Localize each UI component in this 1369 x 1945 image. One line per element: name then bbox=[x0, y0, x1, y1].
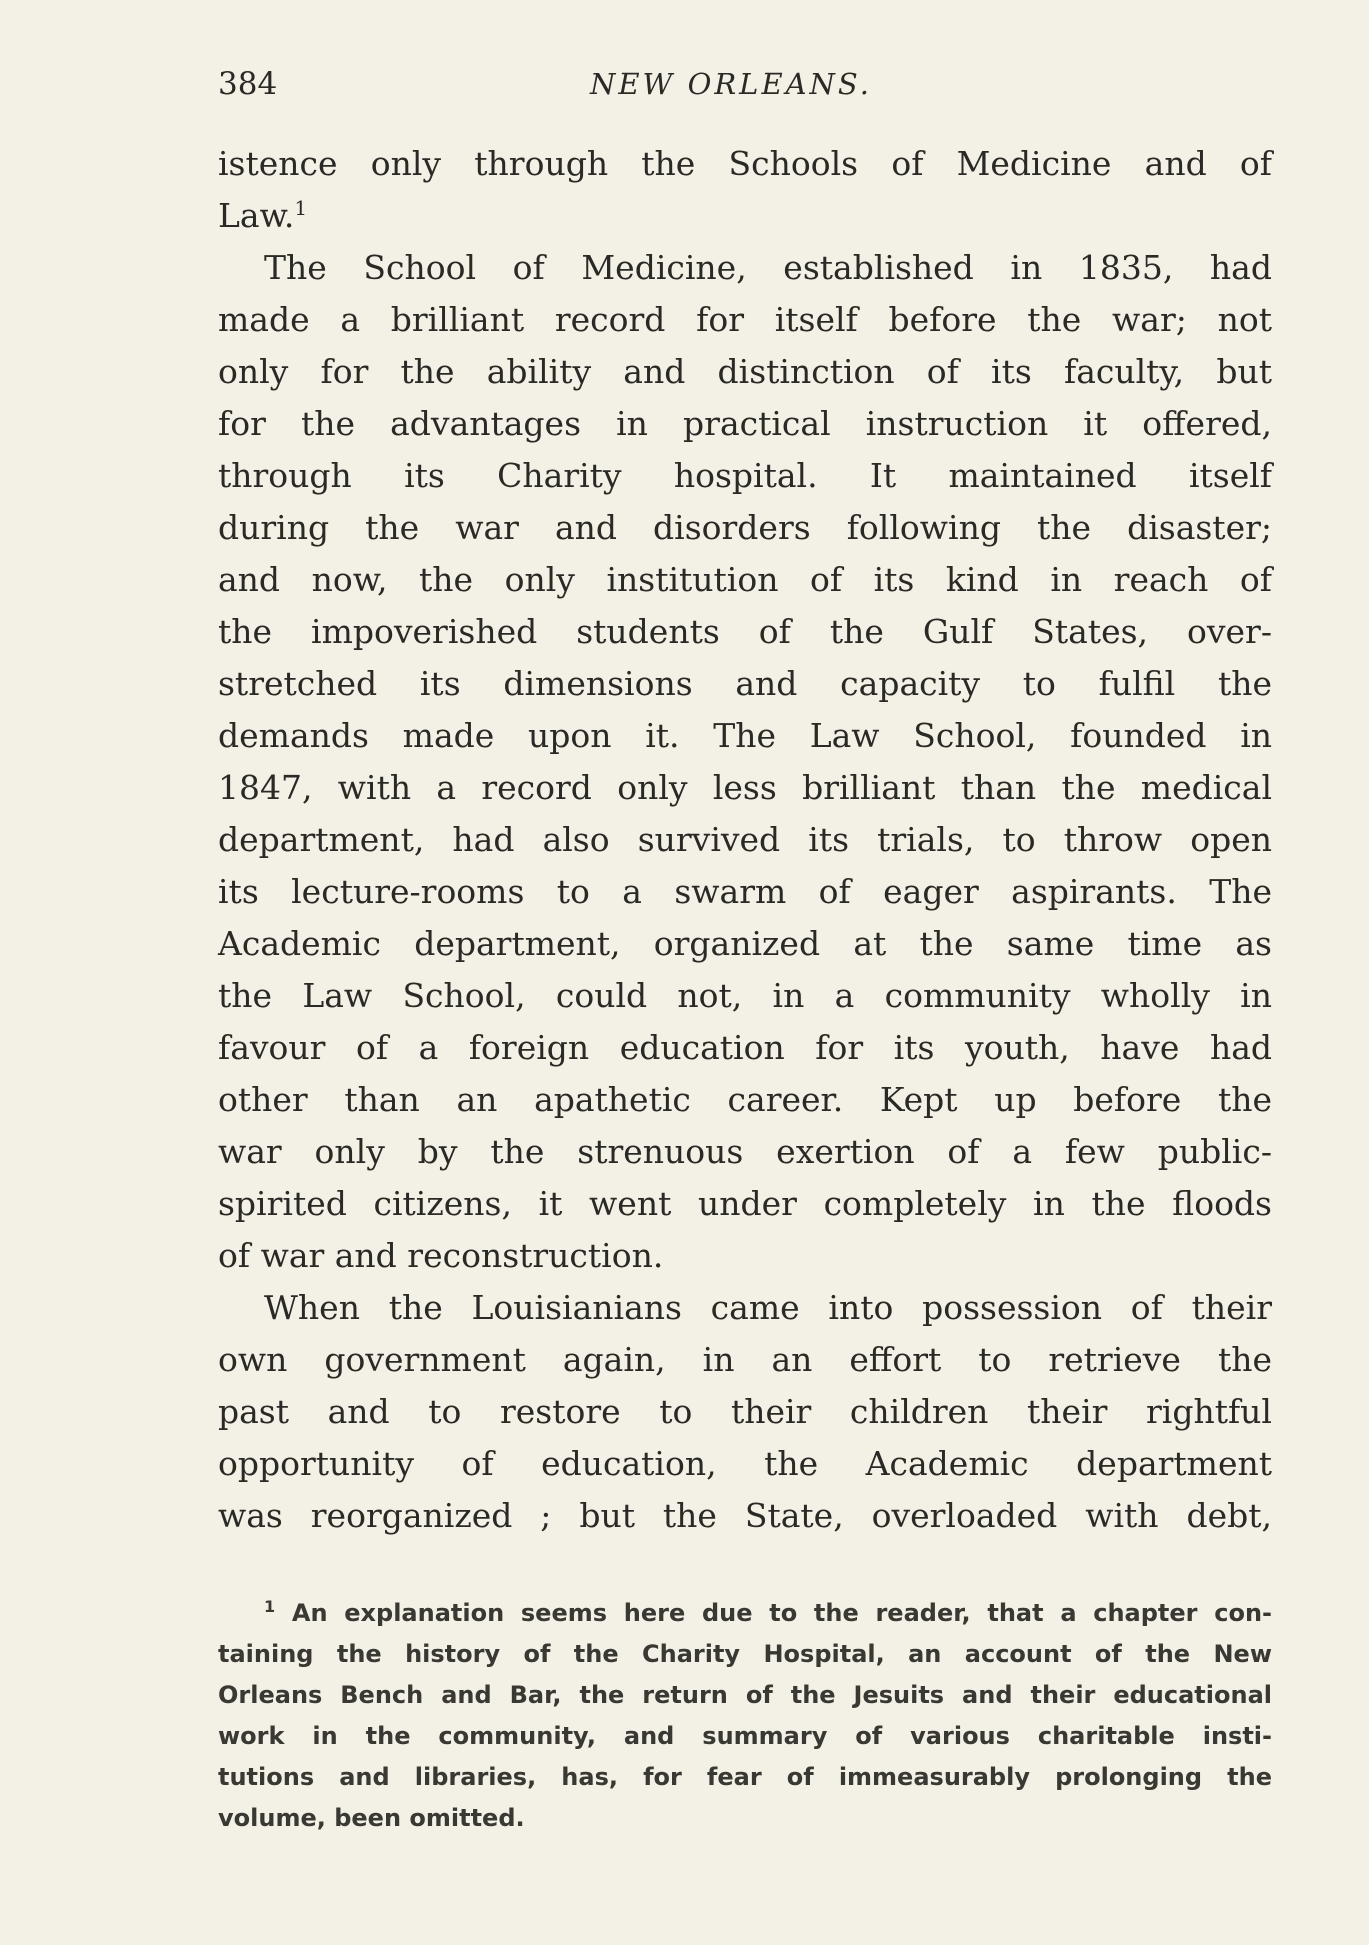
footnote-line: taining the history of the Charity Hospital, an account of the New bbox=[218, 1640, 1272, 1668]
text-line: the impoverished students of the Gulf States, over- bbox=[218, 612, 1272, 651]
text-line: When the Louisianians came into possession of their bbox=[264, 1288, 1272, 1327]
text-line: the Law School, could not, in a community wholly in bbox=[218, 976, 1272, 1015]
text-line: opportunity of education, the Academic department bbox=[218, 1444, 1272, 1483]
text-line: was reorganized ; but the State, overloaded with debt, bbox=[218, 1496, 1272, 1535]
text-line: favour of a foreign education for its youth, have had bbox=[218, 1028, 1272, 1067]
footnote-reference: 1 bbox=[294, 196, 308, 220]
text-line: spirited citizens, it went under completely in the floods bbox=[218, 1184, 1272, 1223]
text-line: demands made upon it. The Law School, founded in bbox=[218, 716, 1272, 755]
text-line: department, had also survived its trials, to throw open bbox=[218, 820, 1272, 859]
text-line: for the advantages in practical instruction it offered, bbox=[218, 404, 1272, 443]
text-line: past and to restore to their children their rightful bbox=[218, 1392, 1272, 1431]
text-line: 1847, with a record only less brilliant than the medical bbox=[218, 768, 1272, 807]
footnote-line: tutions and libraries, has, for fear of immeasurably prolonging the bbox=[218, 1763, 1272, 1791]
text-line: war only by the strenuous exertion of a few public- bbox=[218, 1132, 1272, 1171]
text-line-content: Law. bbox=[218, 196, 295, 235]
footnote-line: work in the community, and summary of various charitable insti- bbox=[218, 1722, 1272, 1750]
text-line: its lecture-rooms to a swarm of eager aspirants. The bbox=[218, 872, 1272, 911]
text-line: made a brilliant record for itself before the war; not bbox=[218, 300, 1272, 339]
footnote-line bbox=[218, 1593, 1272, 1634]
text-line: and now, the only institution of its kind in reach of bbox=[218, 560, 1272, 599]
running-title: NEW ORLEANS. bbox=[590, 67, 872, 101]
text-line bbox=[218, 190, 1272, 242]
text-line: istence only through the Schools of Medicine and of bbox=[218, 144, 1272, 183]
footnote-line: Orleans Bench and Bar, the return of the Jesuits and their educational bbox=[218, 1681, 1272, 1709]
text-line: stretched its dimensions and capacity to fulfil the bbox=[218, 664, 1272, 703]
footnote-marker: 1 bbox=[264, 1597, 276, 1616]
footnote-line-content: An explanation seems here due to the reader, that a chapter con- bbox=[291, 1599, 1272, 1627]
text-line: of war and reconstruction. bbox=[218, 1236, 664, 1275]
text-line: own government again, in an effort to retrieve the bbox=[218, 1340, 1272, 1379]
text-line: only for the ability and distinction of its faculty, but bbox=[218, 352, 1272, 391]
footnote-line: volume, been omitted. bbox=[218, 1804, 525, 1832]
text-line: Academic department, organized at the same time as bbox=[218, 924, 1272, 963]
text-line: The School of Medicine, established in 1835, had bbox=[264, 248, 1272, 287]
text-line: other than an apathetic career. Kept up before the bbox=[218, 1080, 1272, 1119]
page-number: 384 bbox=[218, 66, 278, 102]
footnote bbox=[218, 1593, 1272, 1839]
body-text bbox=[218, 138, 1272, 1542]
text-line: during the war and disorders following the disaster; bbox=[218, 508, 1272, 547]
running-head bbox=[218, 62, 1272, 106]
text-line: through its Charity hospital. It maintained itself bbox=[218, 456, 1272, 495]
